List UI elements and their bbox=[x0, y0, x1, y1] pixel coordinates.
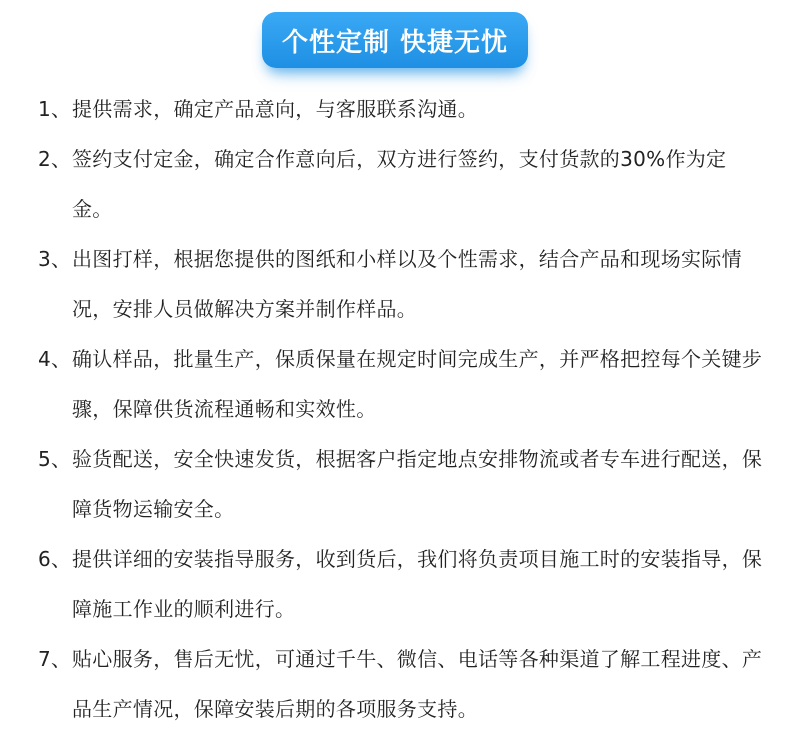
process-list bbox=[38, 84, 763, 734]
list-item-number: 4、 bbox=[38, 347, 72, 371]
list-item-7 bbox=[38, 634, 763, 734]
list-item-number: 2、 bbox=[38, 147, 72, 171]
list-item-4 bbox=[38, 334, 763, 434]
title-banner bbox=[262, 12, 528, 68]
list-item-number: 7、 bbox=[38, 647, 72, 671]
list-item-6 bbox=[38, 534, 763, 634]
list-item-5 bbox=[38, 434, 763, 534]
list-item-text: 出图打样，根据您提供的图纸和小样以及个性需求，结合产品和现场实际情况，安排人员做解决方案并制作样品。 bbox=[72, 247, 742, 321]
page-title: 个性定制 快捷无忧 bbox=[281, 27, 509, 58]
list-item-text: 确认样品，批量生产，保质保量在规定时间完成生产，并严格把控每个关键步骤，保障供货流程通畅和实效性。 bbox=[72, 347, 763, 421]
list-item-3 bbox=[38, 234, 763, 334]
list-item-2 bbox=[38, 134, 763, 234]
list-item-text: 贴心服务，售后无忧，可通过千牛、微信、电话等各种渠道了解工程进度、产品生产情况，保障安装后期的各项服务支持。 bbox=[72, 647, 763, 721]
list-item-number: 6、 bbox=[38, 547, 72, 571]
list-item-text: 提供需求，确定产品意向，与客服联系沟通。 bbox=[72, 97, 478, 121]
list-item-text: 签约支付定金，确定合作意向后，双方进行签约，支付货款的30%作为定金。 bbox=[72, 147, 727, 221]
list-item-number: 1、 bbox=[38, 97, 72, 121]
title-banner-wrap bbox=[0, 12, 790, 68]
list-item-1 bbox=[38, 84, 763, 134]
list-item-number: 5、 bbox=[38, 447, 72, 471]
list-item-text: 验货配送，安全快速发货，根据客户指定地点安排物流或者专车进行配送，保障货物运输安全。 bbox=[72, 447, 763, 521]
list-item-number: 3、 bbox=[38, 247, 72, 271]
list-item-text: 提供详细的安装指导服务，收到货后，我们将负责项目施工时的安装指导，保障施工作业的顺利进行。 bbox=[72, 547, 763, 621]
